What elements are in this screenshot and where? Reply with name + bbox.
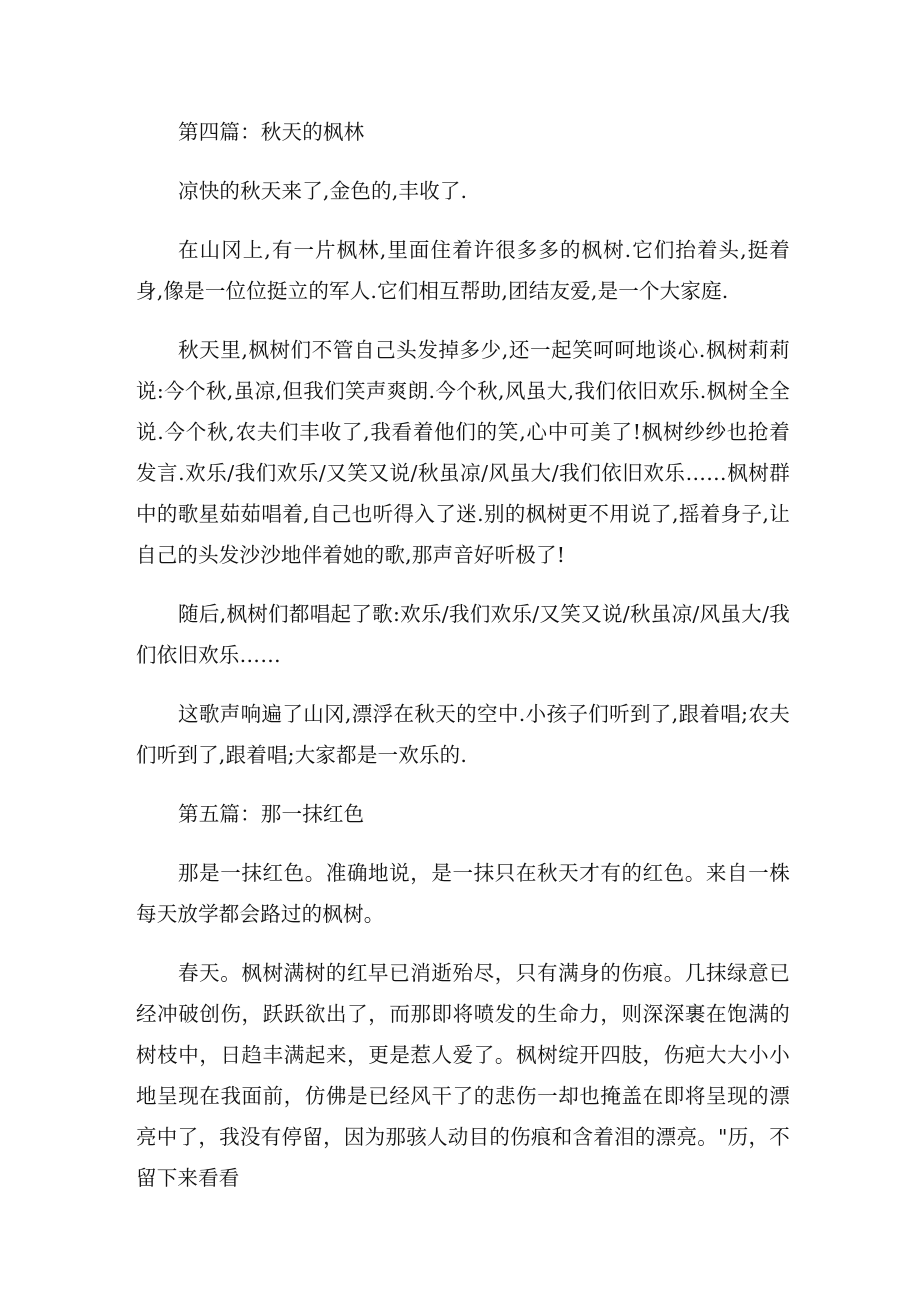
- paragraph: 这歌声响遍了山冈,漂浮在秋天的空中.小孩子们听到了,跟着唱;农夫们听到了,跟着唱;大家都是一欢乐的.: [136, 702, 790, 767]
- paragraph: 凉快的秋天来了,金色的,丰收了.: [178, 179, 468, 203]
- section-title-4: 第四篇：秋天的枫林: [178, 120, 365, 144]
- paragraph: 春天。枫树满树的红早已消逝殆尽，只有满身的伤痕。几抹绿意已经冲破创伤，跃跃欲出了，而那即将喷发的生命力，则深深裹在饱满的树枝中，日趋丰满起来，更是惹人爱了。枫树绽开四肢，伤疤大大小小地呈现在我面前，仿佛是已经风干了的悲伤一却也掩盖在即将呈现的漂亮中了，我没有停留，因为那骇人动目的伤痕和含着泪的漂亮。"历，不留下来看看: [136, 961, 790, 1190]
- section-title-5: 第五篇：那一抹红色: [178, 802, 365, 826]
- paragraph: 在山冈上,有一片枫林,里面住着许很多多的枫树.它们抬着头,挺着身,像是一位位挺立的军人.它们相互帮助,团结友爱,是一个大家庭.: [136, 238, 790, 303]
- paragraph: 秋天里,枫树们不管自己头发掉多少,还一起笑呵呵地谈心.枫树莉莉说:今个秋,虽凉,但我们笑声爽朗.今个秋,风虽大,我们依旧欢乐.枫树全全说.今个秋,农夫们丰收了,我看着他们的笑,心中可美了!枫树纱纱也抢着发言.欢乐/我们欢乐/又笑又说/秋虽凉/风虽大/我们依旧欢乐……枫树群中的歌星茹茹唱着,自己也听得入了迷.别的枫树更不用说了,摇着身子,让自己的头发沙沙地伴着她的歌,那声音好听极了!: [136, 338, 790, 567]
- paragraph: 随后,枫树们都唱起了歌:欢乐/我们欢乐/又笑又说/秋虽凉/风虽大/我们依旧欢乐……: [136, 602, 790, 667]
- paragraph: 那是一抹红色。准确地说，是一抹只在秋天才有的红色。来自一株每天放学都会路过的枫树。: [136, 861, 790, 926]
